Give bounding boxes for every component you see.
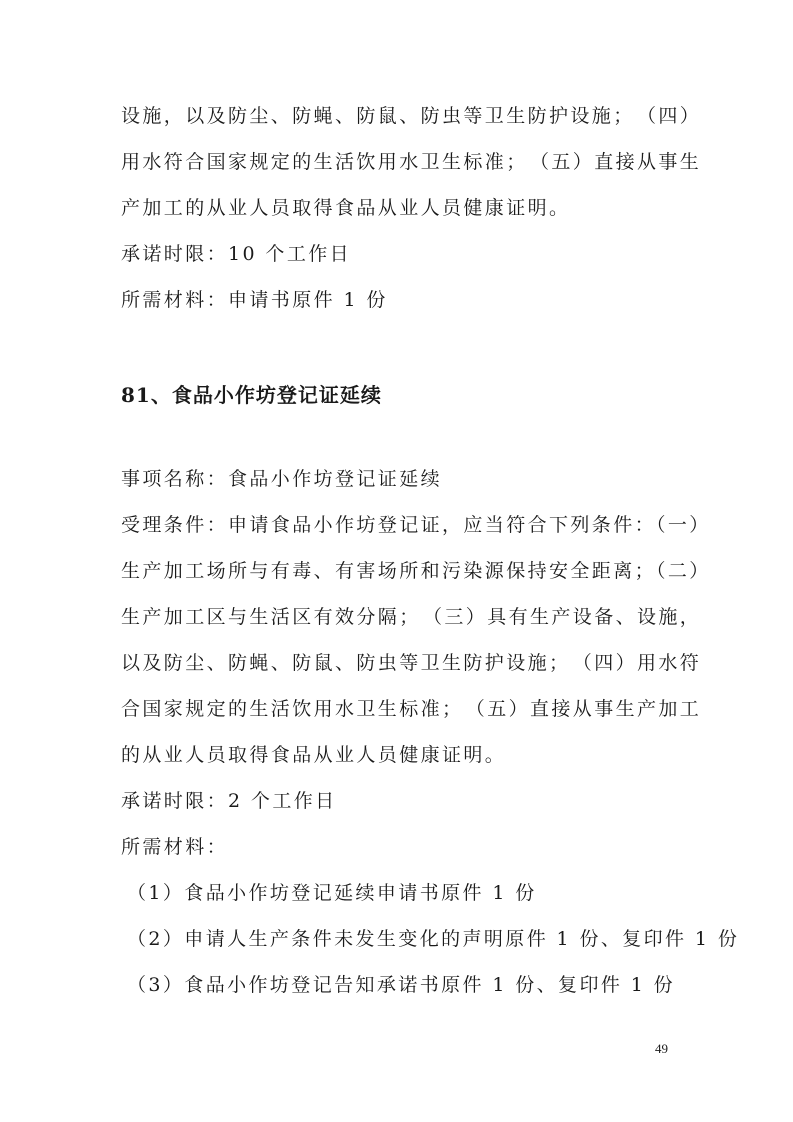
conditions-line: 受理条件：申请食品小作坊登记证，应当符合下列条件：（一） [121, 514, 711, 536]
page-number: 49 [655, 1041, 668, 1056]
item-name-text: 事项名称：食品小作坊登记证延续 [121, 468, 443, 490]
materials-text: 所需材料：申请书原件 1 份 [121, 289, 388, 311]
paragraph-line: 用水符合国家规定的生活饮用水卫生标准； （五）直接从事生 [121, 151, 702, 173]
material-item: （2）申请人生产条件未发生变化的声明原件 1 份、复印件 1 份 [127, 928, 740, 950]
conditions-line: 的从业人员取得食品从业人员健康证明。 [121, 744, 507, 766]
paragraph-line: 产加工的从业人员取得食品从业人员健康证明。 [121, 197, 571, 219]
material-item: （3）食品小作坊登记告知承诺书原件 1 份、复印件 1 份 [127, 974, 676, 996]
conditions-line: 生产加工场所与有毒、有害场所和污染源保持安全距离；（二） [121, 560, 711, 582]
conditions-line: 生产加工区与生活区有效分隔； （三）具有生产设备、设施， [121, 606, 702, 628]
material-item: （1）食品小作坊登记延续申请书原件 1 份 [127, 882, 537, 904]
paragraph-line: 设施，以及防尘、防蝇、防鼠、防虫等卫生防护设施； （四） [121, 105, 702, 127]
time-limit-text: 承诺时限：2 个工作日 [121, 790, 337, 812]
time-limit-text: 承诺时限：10 个工作日 [121, 243, 352, 265]
section-heading: 81、食品小作坊登记证延续 [121, 383, 382, 407]
conditions-line: 合国家规定的生活饮用水卫生标准； （五）直接从事生产加工 [121, 698, 702, 720]
conditions-line: 以及防尘、防蝇、防鼠、防虫等卫生防护设施； （四）用水符 [121, 652, 702, 674]
materials-label: 所需材料： [121, 836, 229, 858]
